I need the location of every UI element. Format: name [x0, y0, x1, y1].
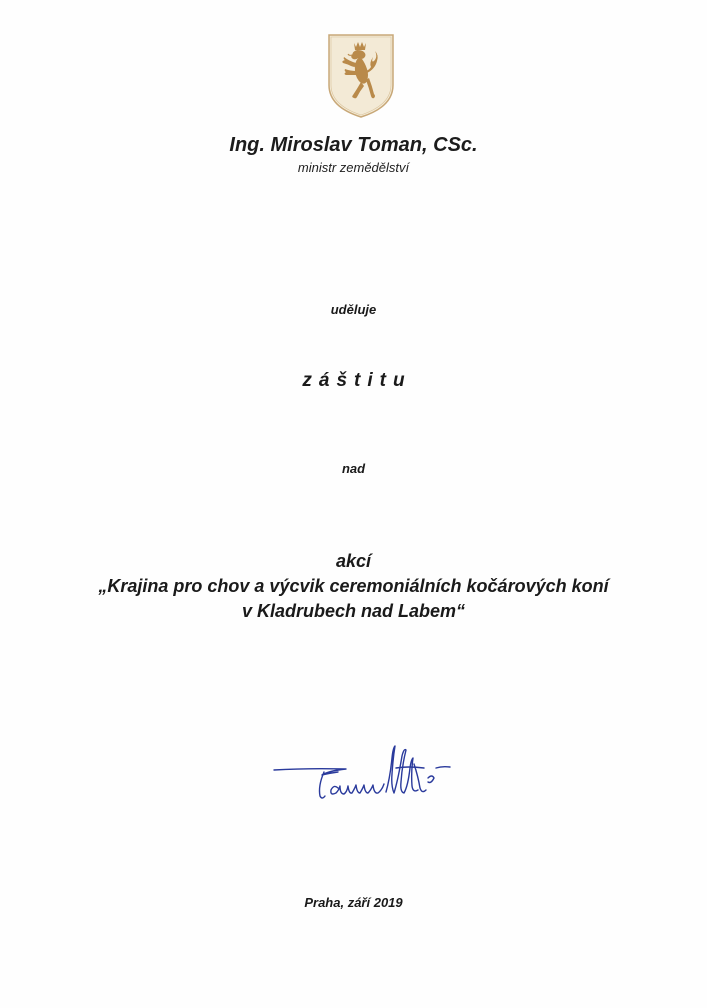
signatory-name: Ing. Miroslav Toman, CSc. [229, 134, 478, 156]
czech-lion-emblem-icon [327, 33, 395, 119]
event-title-line-1: „Krajina pro chov a výcvik ceremoniálních kočárových koní [98, 576, 609, 596]
signatory-title: ministr zemědělství [297, 160, 410, 175]
place-and-date: Praha, září 2019 [304, 895, 403, 910]
event-label: akcí [335, 551, 372, 571]
preposition-text: nad [341, 461, 366, 476]
grant-verb: uděluje [330, 302, 377, 317]
handwritten-signature-icon [268, 738, 468, 808]
event-title-line-2: v Kladrubech nad Labem“ [241, 601, 466, 621]
patronage-heading: záštitu [302, 370, 412, 391]
